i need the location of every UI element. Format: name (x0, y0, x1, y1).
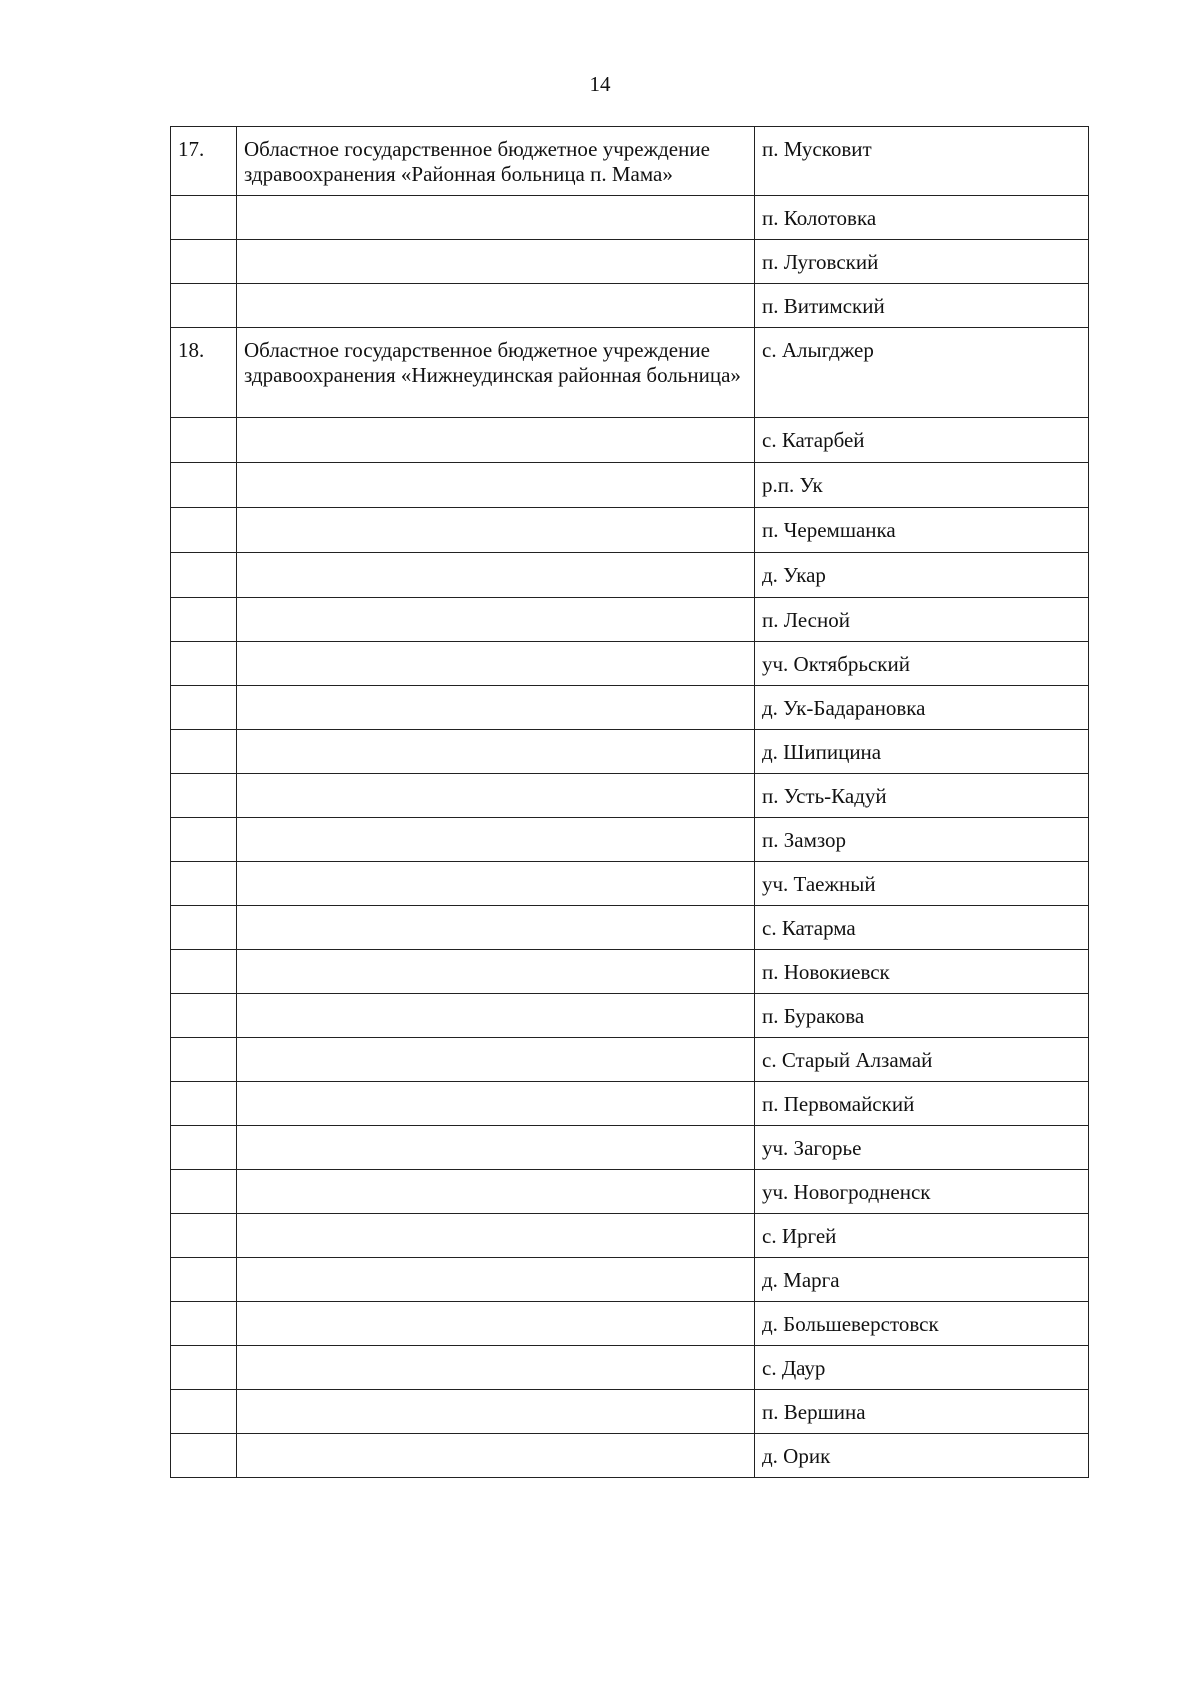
settlement-cell: д. Большеверстовск (755, 1302, 1089, 1346)
settlement-cell: с. Даур (755, 1346, 1089, 1390)
row-number-cell (171, 1434, 237, 1478)
row-number-cell (171, 774, 237, 818)
organization-cell (237, 1390, 755, 1434)
settlement-cell: д. Орик (755, 1434, 1089, 1478)
row-number-cell (171, 950, 237, 994)
table-row (171, 508, 1089, 553)
settlement-cell: п. Витимский (755, 284, 1089, 328)
table-body (171, 127, 1089, 1478)
settlement-cell: д. Шипицина (755, 730, 1089, 774)
table-row (171, 1170, 1089, 1214)
table-row (171, 1038, 1089, 1082)
settlement-cell: уч. Загорье (755, 1126, 1089, 1170)
table-row (171, 196, 1089, 240)
organization-cell (237, 1170, 755, 1214)
settlement-cell: д. Ук-Бадарановка (755, 686, 1089, 730)
settlement-cell: с. Катарма (755, 906, 1089, 950)
settlement-cell: п. Вершина (755, 1390, 1089, 1434)
page-number: 14 (589, 72, 611, 96)
settlement-cell: п. Замзор (755, 818, 1089, 862)
organization-cell (237, 730, 755, 774)
organization-cell (237, 1214, 755, 1258)
organization-cell (237, 284, 755, 328)
table-row (171, 774, 1089, 818)
settlement-cell: р.п. Ук (755, 463, 1089, 508)
row-number-cell (171, 196, 237, 240)
organization-cell (237, 994, 755, 1038)
settlement-cell: п. Луговский (755, 240, 1089, 284)
table-row (171, 642, 1089, 686)
table-row (171, 553, 1089, 598)
row-number-cell (171, 598, 237, 642)
table-row (171, 818, 1089, 862)
row-number-cell (171, 508, 237, 553)
settlement-cell: п. Новокиевск (755, 950, 1089, 994)
table-row (171, 328, 1089, 418)
row-number-cell (171, 1214, 237, 1258)
table-row (171, 598, 1089, 642)
row-number-cell (171, 240, 237, 284)
settlement-cell: п. Буракова (755, 994, 1089, 1038)
table-row (171, 463, 1089, 508)
organization-cell (237, 818, 755, 862)
row-number-cell (171, 1258, 237, 1302)
row-number-cell: 17. (171, 127, 237, 196)
organization-cell (237, 686, 755, 730)
organization-cell (237, 950, 755, 994)
table-row (171, 1126, 1089, 1170)
row-number-cell (171, 1170, 237, 1214)
organization-cell (237, 463, 755, 508)
row-number-cell (171, 418, 237, 463)
row-number-cell (171, 862, 237, 906)
row-number-cell (171, 1302, 237, 1346)
organization-cell (237, 240, 755, 284)
row-number-cell (171, 642, 237, 686)
settlement-cell: с. Катарбей (755, 418, 1089, 463)
settlement-cell: п. Колотовка (755, 196, 1089, 240)
organization-cell (237, 906, 755, 950)
table-row (171, 1346, 1089, 1390)
organization-cell (237, 1082, 755, 1126)
table-row (171, 418, 1089, 463)
table-row (171, 950, 1089, 994)
organization-cell: Областное государственное бюджетное учреждение здравоохранения «Нижнеудинская районная больница» (237, 328, 755, 418)
settlement-cell: д. Укар (755, 553, 1089, 598)
row-number-cell (171, 553, 237, 598)
table-row (171, 1082, 1089, 1126)
row-number-cell: 18. (171, 328, 237, 418)
settlement-cell: с. Алыгджер (755, 328, 1089, 418)
table-row (171, 1390, 1089, 1434)
organization-cell: Областное государственное бюджетное учреждение здравоохранения «Районная больница п. Мама» (237, 127, 755, 196)
row-number-cell (171, 1346, 237, 1390)
row-number-cell (171, 1082, 237, 1126)
row-number-cell (171, 730, 237, 774)
organization-cell (237, 196, 755, 240)
organization-cell (237, 642, 755, 686)
row-number-cell (171, 906, 237, 950)
table-row (171, 1258, 1089, 1302)
row-number-cell (171, 686, 237, 730)
organization-cell (237, 1434, 755, 1478)
table-row (171, 906, 1089, 950)
organization-cell (237, 862, 755, 906)
settlement-cell: п. Мусковит (755, 127, 1089, 196)
table-row (171, 686, 1089, 730)
organization-cell (237, 598, 755, 642)
organization-cell (237, 1038, 755, 1082)
row-number-cell (171, 1126, 237, 1170)
settlement-cell: уч. Таежный (755, 862, 1089, 906)
table-row (171, 862, 1089, 906)
table-row (171, 1302, 1089, 1346)
row-number-cell (171, 284, 237, 328)
table-row (171, 1434, 1089, 1478)
organization-cell (237, 418, 755, 463)
table-row (171, 1214, 1089, 1258)
organization-cell (237, 774, 755, 818)
settlement-cell: п. Лесной (755, 598, 1089, 642)
settlement-cell: п. Первомайский (755, 1082, 1089, 1126)
settlements-table (170, 126, 1089, 1478)
settlement-cell: п. Усть-Кадуй (755, 774, 1089, 818)
settlement-cell: д. Марга (755, 1258, 1089, 1302)
table-row (171, 127, 1089, 196)
table-row (171, 284, 1089, 328)
organization-cell (237, 553, 755, 598)
organization-cell (237, 508, 755, 553)
row-number-cell (171, 1390, 237, 1434)
settlement-cell: уч. Новогродненск (755, 1170, 1089, 1214)
row-number-cell (171, 994, 237, 1038)
organization-cell (237, 1346, 755, 1390)
table-row (171, 730, 1089, 774)
row-number-cell (171, 818, 237, 862)
organization-cell (237, 1302, 755, 1346)
settlement-cell: с. Иргей (755, 1214, 1089, 1258)
row-number-cell (171, 463, 237, 508)
settlement-cell: п. Черемшанка (755, 508, 1089, 553)
organization-cell (237, 1126, 755, 1170)
table-row (171, 994, 1089, 1038)
settlement-cell: с. Старый Алзамай (755, 1038, 1089, 1082)
settlement-cell: уч. Октябрьский (755, 642, 1089, 686)
row-number-cell (171, 1038, 237, 1082)
organization-cell (237, 1258, 755, 1302)
table-row (171, 240, 1089, 284)
